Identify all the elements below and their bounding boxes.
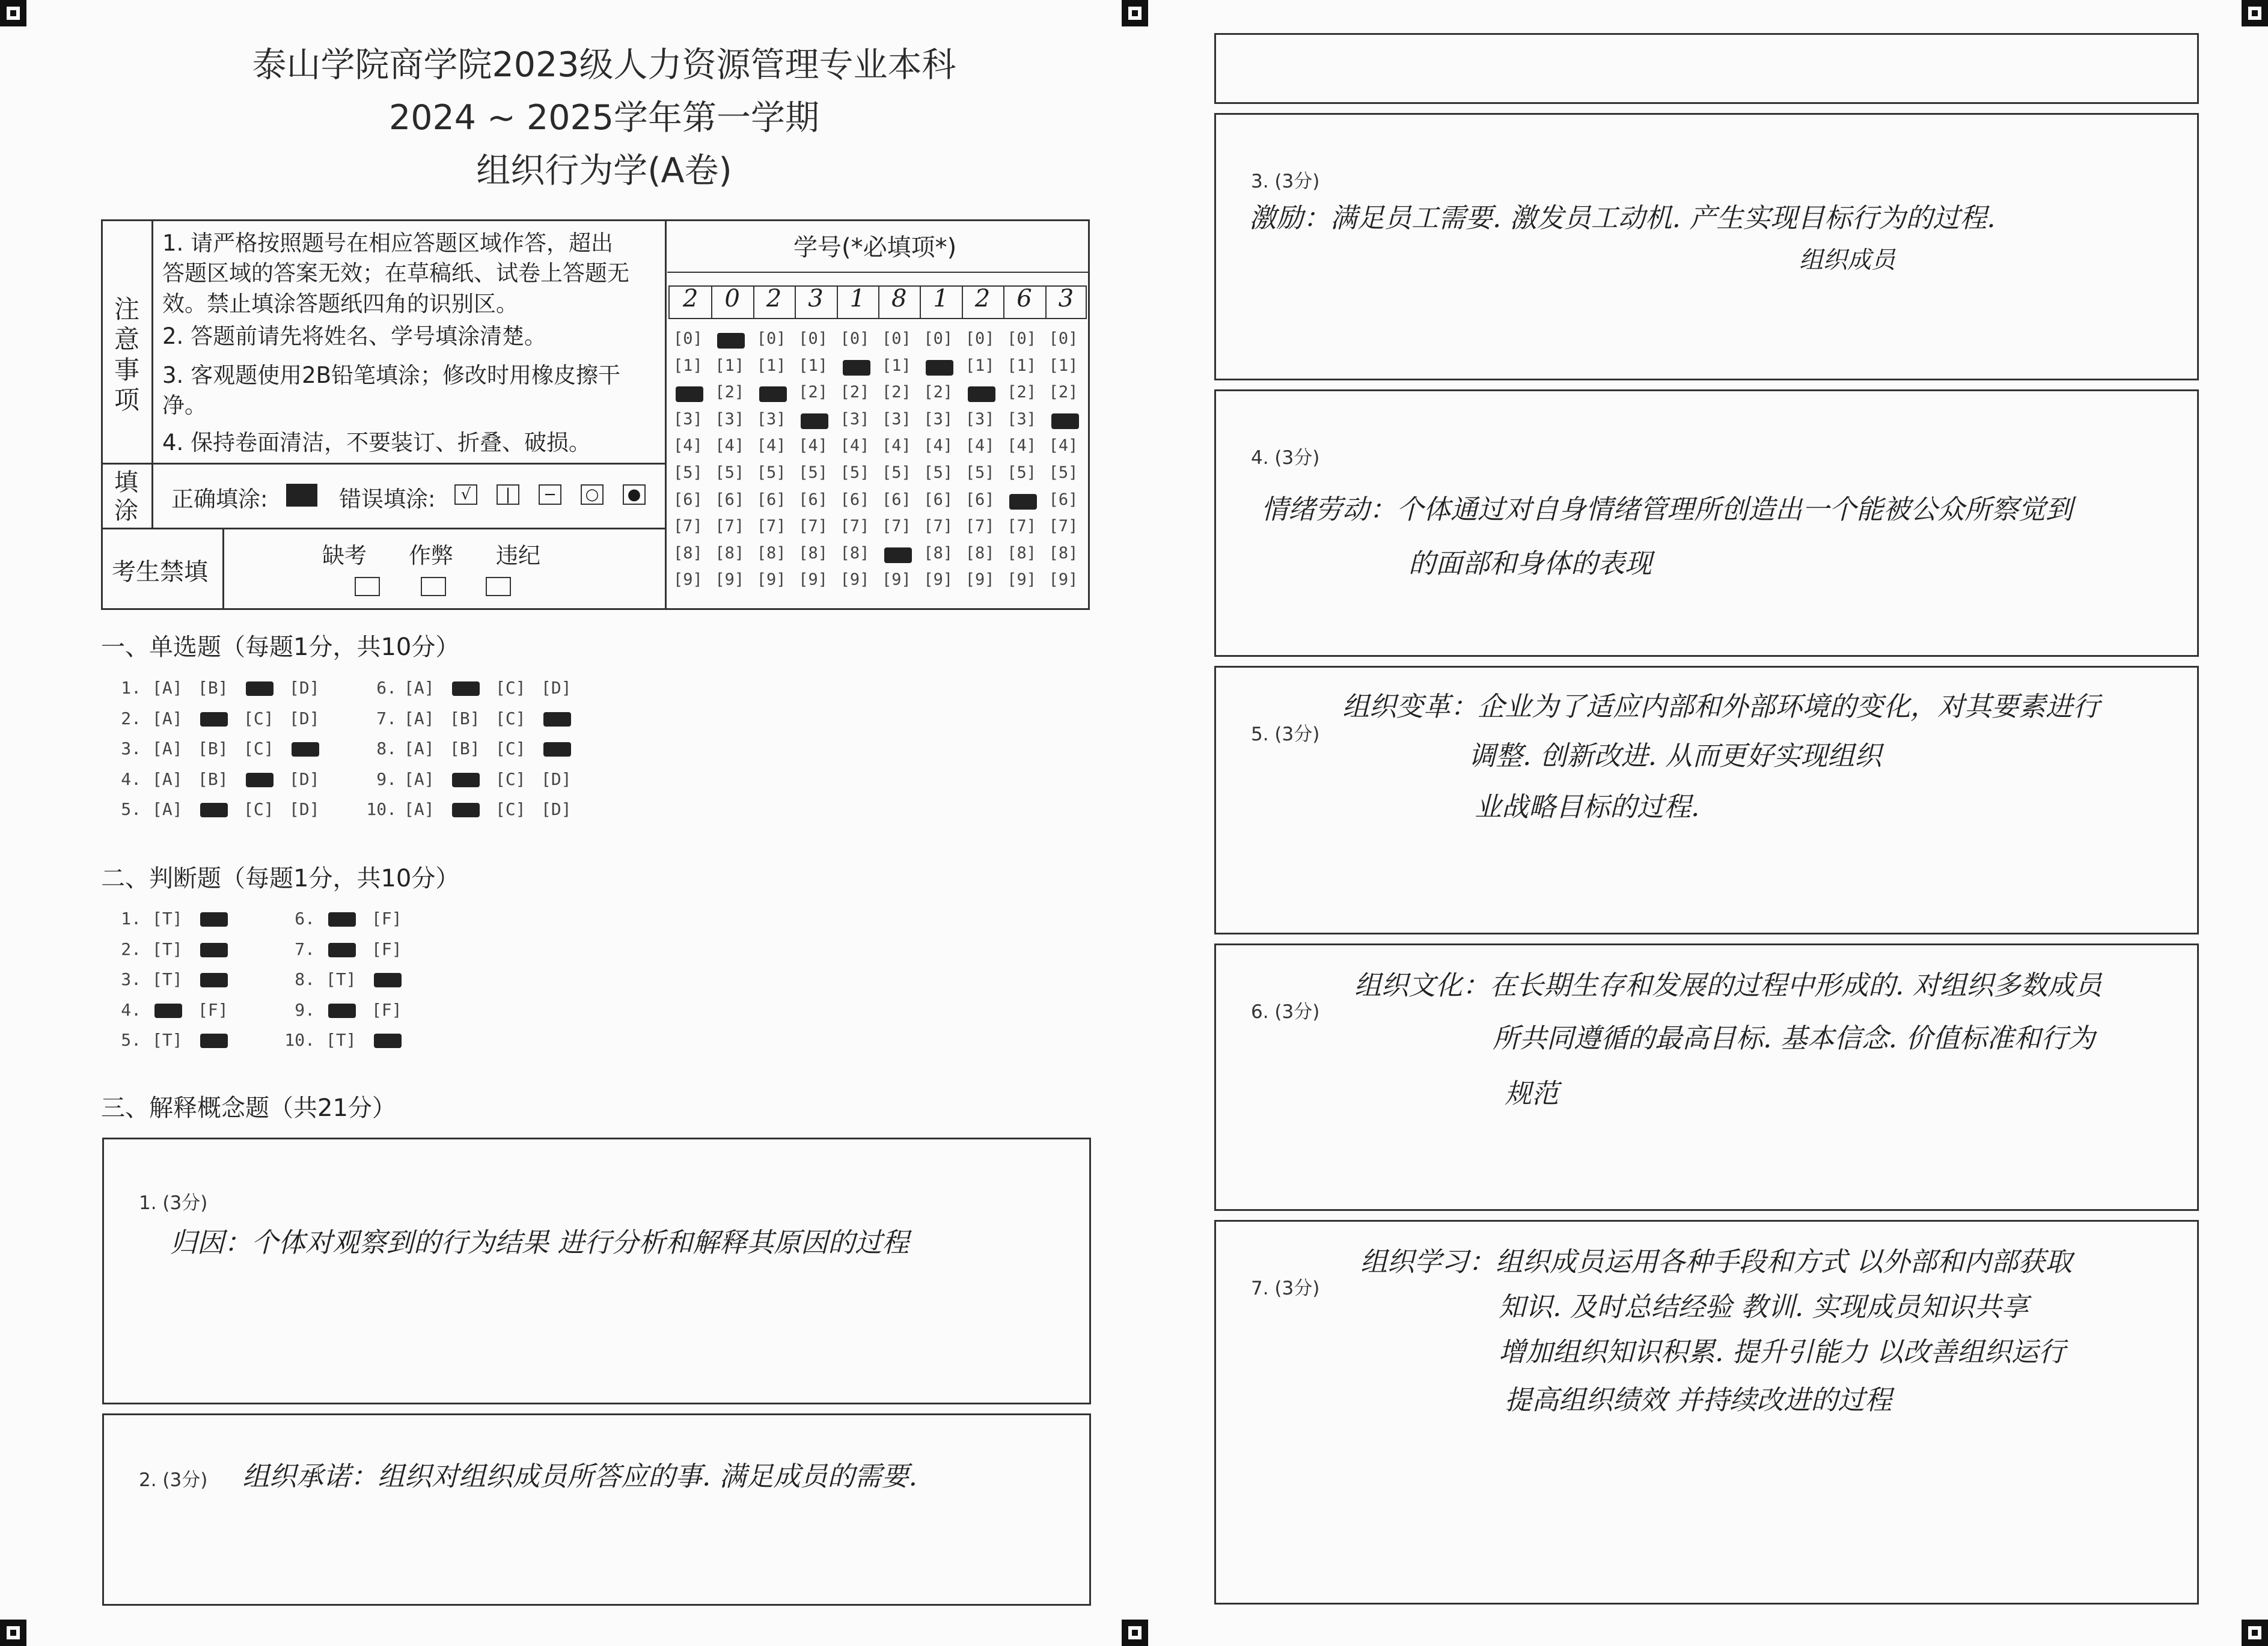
- answer-7-line-1: 组织学习：组织成员运用各种手段和方式 以外部和内部获取: [1360, 1246, 2073, 1278]
- true-false-number: 3.: [121, 969, 141, 989]
- student-id-bubble[interactable]: [1]: [1048, 356, 1078, 375]
- single-choice-option[interactable]: [A]: [152, 708, 183, 728]
- true-false-option[interactable]: [F]: [371, 909, 402, 928]
- student-id-bubble[interactable]: [1]: [756, 356, 786, 375]
- student-id-bubble[interactable]: [5]: [882, 463, 911, 482]
- single-choice-option[interactable]: [246, 773, 274, 787]
- single-choice-option[interactable]: [D]: [541, 769, 572, 789]
- student-id-bubble[interactable]: [6]: [673, 490, 703, 509]
- single-choice-option[interactable]: [D]: [289, 678, 320, 698]
- answer-box-7[interactable]: [1214, 1220, 2199, 1605]
- answer-4-line-1: 情绪劳动：个体通过对自身情绪管理所创造出一个能被公众所察觉到: [1261, 493, 2073, 525]
- student-id-bubble[interactable]: [1]: [798, 356, 828, 375]
- single-choice-option[interactable]: [A]: [152, 739, 183, 758]
- single-choice-number: 1.: [121, 678, 141, 698]
- notice-item-2: 2. 答题前请先将姓名、学号填涂清楚。: [162, 323, 547, 349]
- student-id-bubble[interactable]: [3]: [965, 409, 995, 428]
- notice-item-4: 4. 保持卷面清洁，不要装订、折叠、破损。: [162, 430, 591, 456]
- student-id-bubble[interactable]: [4]: [715, 436, 745, 456]
- answer-box-2[interactable]: [102, 1413, 1091, 1606]
- student-id-bubble[interactable]: [6]: [840, 490, 870, 509]
- student-id-bubble[interactable]: [0]: [1048, 329, 1078, 348]
- student-id-bubble[interactable]: [3]: [715, 409, 745, 428]
- true-false-option[interactable]: [200, 943, 228, 957]
- student-id-bubble[interactable]: [926, 360, 953, 376]
- wrong-mark-dash: −: [539, 484, 561, 505]
- student-id-bubble[interactable]: [6]: [965, 490, 995, 509]
- answer-7-line-3: 增加组织知识积累. 提升引能力 以改善组织运行: [1499, 1336, 2065, 1368]
- student-id-bubble[interactable]: [5]: [798, 463, 828, 482]
- student-id-handwritten-digit: 1: [933, 285, 949, 312]
- single-choice-number: 5.: [121, 799, 141, 819]
- notice-label: 注意事项: [114, 294, 140, 415]
- answer-1-score: 1. (3分): [139, 1192, 208, 1214]
- student-id-bubble[interactable]: [9]: [756, 570, 786, 590]
- corner-marker-bottom-left: [0, 1620, 26, 1646]
- answer-4-line-2: 的面部和身体的表现: [1408, 547, 1652, 579]
- student-id-bubble[interactable]: [8]: [756, 543, 786, 562]
- student-id-title: 学号(*必填项*): [793, 234, 957, 261]
- student-id-bubble[interactable]: [8]: [965, 543, 995, 562]
- true-false-option[interactable]: [T]: [152, 1030, 183, 1050]
- student-id-bubble[interactable]: [1]: [882, 356, 911, 375]
- single-choice-option[interactable]: [A]: [152, 769, 183, 789]
- true-false-option[interactable]: [328, 912, 356, 927]
- single-choice-option[interactable]: [C]: [243, 739, 274, 758]
- true-false-number: 7.: [295, 939, 315, 959]
- answer-2-line-1: 组织承诺：组织对组织成员所答应的事. 满足成员的需要.: [242, 1460, 917, 1492]
- student-id-bubble[interactable]: [9]: [673, 570, 703, 590]
- single-choice-option[interactable]: [B]: [198, 678, 228, 698]
- student-id-bubble[interactable]: [717, 333, 745, 349]
- exam-title-line1: 泰山学院商学院2023级人力资源管理专业本科: [252, 45, 956, 85]
- answer-6-line-3: 规范: [1505, 1078, 1559, 1109]
- single-choice-option[interactable]: [543, 712, 571, 727]
- student-id-bubble[interactable]: [801, 413, 828, 429]
- single-choice-option[interactable]: [C]: [495, 678, 526, 698]
- true-false-number: 4.: [121, 999, 141, 1020]
- true-false-option[interactable]: [T]: [152, 939, 183, 959]
- student-id-bubble[interactable]: [0]: [882, 329, 911, 348]
- student-id-bubble[interactable]: [3]: [673, 409, 703, 428]
- student-id-handwritten-digit: 2: [683, 285, 698, 312]
- answer-1-line-1: 归因：个体对观察到的行为结果 进行分析和解释其原因的过程: [170, 1227, 909, 1258]
- true-false-option[interactable]: [T]: [326, 969, 356, 989]
- student-id-bubble[interactable]: [3]: [1007, 409, 1036, 428]
- single-choice-option[interactable]: [D]: [289, 708, 320, 728]
- absent-checkbox[interactable]: [355, 577, 380, 596]
- answer-2-score: 2. (3分): [139, 1469, 208, 1491]
- student-id-bubble[interactable]: [9]: [965, 570, 995, 590]
- single-choice-option[interactable]: [A]: [152, 678, 183, 698]
- single-choice-number: 4.: [121, 769, 141, 789]
- student-id-bubble[interactable]: [8]: [715, 543, 745, 562]
- true-false-option[interactable]: [328, 943, 356, 957]
- corner-marker-bottom-right: [2242, 1620, 2268, 1646]
- true-false-option[interactable]: [F]: [198, 999, 228, 1020]
- student-id-bubble[interactable]: [0]: [798, 329, 828, 348]
- single-choice-option[interactable]: [543, 742, 571, 757]
- wrong-mark-bar: |: [497, 484, 519, 505]
- true-false-option[interactable]: [374, 1034, 402, 1048]
- student-id-bubble[interactable]: [2]: [923, 383, 953, 402]
- violation-label: 违纪: [496, 543, 540, 568]
- student-id-bubble[interactable]: [968, 386, 995, 402]
- student-id-bubble[interactable]: [5]: [756, 463, 786, 482]
- student-id-bubble[interactable]: [7]: [673, 517, 703, 536]
- answer-5-score: 5. (3分): [1251, 724, 1320, 745]
- true-false-option[interactable]: [374, 973, 402, 987]
- student-id-bubble[interactable]: [8]: [923, 543, 953, 562]
- student-id-bubble[interactable]: [4]: [798, 436, 828, 456]
- true-false-option[interactable]: [T]: [152, 909, 183, 928]
- student-id-bubble[interactable]: [5]: [1048, 463, 1078, 482]
- student-id-bubble[interactable]: [5]: [1007, 463, 1036, 482]
- single-choice-option[interactable]: [C]: [495, 739, 526, 758]
- answer-box-4[interactable]: [1214, 389, 2199, 657]
- student-id-bubble[interactable]: [1]: [965, 356, 995, 375]
- student-id-bubble[interactable]: [8]: [673, 543, 703, 562]
- fill-label: 填涂: [114, 469, 138, 525]
- wrong-mark-dot: ●: [623, 484, 646, 505]
- student-id-bubble[interactable]: [4]: [1048, 436, 1078, 456]
- notice-item-1: 1. 请严格按照题号在相应答题区域作答，超出答题区域的答案无效；在草稿纸、试卷上答题无效。禁止填涂答题纸四角的识别区。: [162, 230, 629, 317]
- student-id-bubble[interactable]: [7]: [840, 517, 870, 536]
- single-choice-option[interactable]: [200, 803, 228, 817]
- answer-3-line-2: 组织成员: [1799, 246, 1895, 274]
- single-choice-option[interactable]: [452, 773, 480, 787]
- single-choice-number: 10.: [366, 799, 397, 819]
- true-false-number: 1.: [121, 909, 141, 928]
- student-id-bubble[interactable]: [4]: [673, 436, 703, 456]
- corner-marker-top-center: [1122, 0, 1148, 26]
- true-false-option[interactable]: [200, 973, 228, 987]
- student-id-bubble[interactable]: [2]: [1048, 383, 1078, 402]
- student-id-bubble[interactable]: [6]: [882, 490, 911, 509]
- answer-5-line-2: 调整. 创新改进. 从而更好实现组织: [1469, 740, 1882, 772]
- exam-title-line2: 2024 ~ 2025学年第一学期: [388, 98, 820, 138]
- student-id-bubble[interactable]: [9]: [1048, 570, 1078, 590]
- student-id-bubble[interactable]: [7]: [756, 517, 786, 536]
- single-choice-option[interactable]: [B]: [450, 708, 480, 728]
- student-id-bubble[interactable]: [8]: [840, 543, 870, 562]
- answer-5-line-1: 组织变革：企业为了适应内部和外部环境的变化，对其要素进行: [1342, 690, 2100, 722]
- corner-marker-bottom-center: [1122, 1620, 1148, 1646]
- answer-7-score: 7. (3分): [1251, 1278, 1320, 1299]
- student-id-handwritten-digit: 6: [1016, 285, 1032, 312]
- single-choice-option[interactable]: [200, 712, 228, 727]
- true-false-number: 6.: [295, 909, 315, 928]
- answer-4-score: 4. (3分): [1251, 447, 1320, 469]
- answer-5-line-3: 业战略目标的过程.: [1475, 791, 1700, 823]
- student-id-bubble[interactable]: [3]: [923, 409, 953, 428]
- student-id-bubble[interactable]: [9]: [840, 570, 870, 590]
- single-choice-option[interactable]: [C]: [243, 799, 274, 819]
- student-id-bubble[interactable]: [759, 386, 787, 402]
- single-choice-option[interactable]: [D]: [289, 769, 320, 789]
- true-false-option[interactable]: [154, 1004, 182, 1018]
- single-choice-option[interactable]: [C]: [495, 708, 526, 728]
- single-choice-option[interactable]: [A]: [404, 678, 435, 698]
- student-id-bubble[interactable]: [843, 360, 870, 376]
- student-id-handwritten-digit: 1: [849, 285, 866, 312]
- true-false-option[interactable]: [T]: [326, 1030, 356, 1050]
- student-id-bubble[interactable]: [5]: [715, 463, 745, 482]
- answer-7-line-4: 提高组织绩效 并持续改进的过程: [1505, 1384, 1892, 1416]
- student-id-bubble[interactable]: [0]: [840, 329, 870, 348]
- true-false-number: 8.: [295, 969, 315, 989]
- single-choice-option[interactable]: [C]: [495, 799, 526, 819]
- student-id-bubble[interactable]: [7]: [923, 517, 953, 536]
- student-id-bubble[interactable]: [4]: [923, 436, 953, 456]
- student-id-bubble[interactable]: [0]: [673, 329, 703, 348]
- section1-title: 一、单选题（每题1分，共10分）: [101, 633, 460, 661]
- single-choice-option[interactable]: [B]: [198, 769, 228, 789]
- student-id-bubble[interactable]: [6]: [756, 490, 786, 509]
- student-id-bubble[interactable]: [9]: [923, 570, 953, 590]
- true-false-option[interactable]: [328, 1004, 356, 1018]
- true-false-number: 10.: [284, 1030, 315, 1050]
- single-choice-option[interactable]: [A]: [404, 739, 435, 758]
- student-id-handwritten-digit: 3: [1058, 285, 1074, 312]
- student-id-bubble[interactable]: [7]: [715, 517, 745, 536]
- absent-label: 缺考: [322, 543, 367, 568]
- single-choice-option[interactable]: [D]: [541, 799, 572, 819]
- student-id-bubble[interactable]: [4]: [756, 436, 786, 456]
- wrong-mark-circle: ○: [581, 484, 604, 505]
- answer-box-6[interactable]: [1214, 943, 2199, 1211]
- student-id-bubble[interactable]: [7]: [798, 517, 828, 536]
- cheat-label: 作弊: [409, 543, 453, 568]
- student-id-bubble[interactable]: [9]: [1007, 570, 1036, 590]
- cheat-checkbox[interactable]: [421, 577, 446, 596]
- student-id-bubble[interactable]: [4]: [840, 436, 870, 456]
- section2-title: 二、判断题（每题1分，共10分）: [101, 865, 460, 892]
- answer-6-score: 6. (3分): [1251, 1001, 1320, 1023]
- student-id-handwritten-digit: 0: [724, 285, 740, 312]
- single-choice-number: 7.: [376, 708, 397, 728]
- student-id-bubble[interactable]: [7]: [965, 517, 995, 536]
- answer-box-5[interactable]: [1214, 666, 2199, 934]
- exam-title-line3: 组织行为学(A卷): [476, 151, 732, 191]
- violation-checkbox[interactable]: [486, 577, 511, 596]
- true-false-option[interactable]: [200, 1034, 228, 1048]
- single-choice-number: 3.: [121, 739, 141, 758]
- student-id-bubble[interactable]: [4]: [965, 436, 995, 456]
- student-id-bubble[interactable]: [2]: [882, 383, 911, 402]
- student-id-bubble[interactable]: [676, 386, 703, 402]
- student-id-bubble[interactable]: [8]: [1048, 543, 1078, 562]
- student-id-bubble[interactable]: [4]: [882, 436, 911, 456]
- student-id-bubble[interactable]: [1]: [715, 356, 745, 375]
- single-choice-option[interactable]: [452, 803, 480, 817]
- student-id-bubble[interactable]: [9]: [715, 570, 745, 590]
- student-id-bubble[interactable]: [8]: [798, 543, 828, 562]
- true-false-number: 9.: [295, 999, 315, 1020]
- student-id-bubble[interactable]: [2]: [715, 383, 745, 402]
- student-id-bubble[interactable]: [1]: [1007, 356, 1036, 375]
- student-id-bubble[interactable]: [6]: [715, 490, 745, 509]
- answer-box-3[interactable]: [1214, 113, 2199, 380]
- student-id-bubble[interactable]: [8]: [1007, 543, 1036, 562]
- student-id-bubble[interactable]: [4]: [1007, 436, 1036, 456]
- corner-marker-top-left: [0, 0, 26, 26]
- student-id-bubble[interactable]: [0]: [756, 329, 786, 348]
- answer-3-line-1: 激励：满足员工需要. 激发员工动机. 产生实现目标行为的过程.: [1249, 202, 1996, 234]
- student-id-bubble[interactable]: [7]: [882, 517, 911, 536]
- true-false-number: 5.: [121, 1030, 141, 1050]
- single-choice-option[interactable]: [A]: [404, 799, 435, 819]
- single-choice-option[interactable]: [B]: [450, 739, 480, 758]
- single-choice-number: 2.: [121, 708, 141, 728]
- true-false-number: 2.: [121, 939, 141, 959]
- student-id-handwritten-digit: 2: [974, 285, 991, 312]
- student-id-bubble[interactable]: [2]: [1007, 383, 1036, 402]
- single-choice-option[interactable]: [A]: [404, 708, 435, 728]
- student-id-bubble[interactable]: [0]: [1007, 329, 1036, 348]
- student-id-bubble[interactable]: [5]: [965, 463, 995, 482]
- student-id-bubble[interactable]: [7]: [1048, 517, 1078, 536]
- student-id-bubble[interactable]: [6]: [798, 490, 828, 509]
- single-choice-option[interactable]: [A]: [404, 769, 435, 789]
- true-false-option[interactable]: [F]: [371, 939, 402, 959]
- single-choice-option[interactable]: [246, 681, 274, 696]
- true-false-option[interactable]: [200, 912, 228, 927]
- answer-3-score: 3. (3分): [1251, 171, 1320, 192]
- single-choice-number: 8.: [376, 739, 397, 758]
- correct-fill-sample: [286, 484, 317, 507]
- student-id-bubble[interactable]: [1]: [673, 356, 703, 375]
- student-id-bubble[interactable]: [9]: [798, 570, 828, 590]
- single-choice-option[interactable]: [452, 681, 480, 696]
- student-id-bubble[interactable]: [3]: [840, 409, 870, 428]
- single-choice-option[interactable]: [292, 742, 319, 757]
- single-choice-option[interactable]: [B]: [198, 739, 228, 758]
- true-false-option[interactable]: [F]: [371, 999, 402, 1020]
- single-choice-number: 6.: [376, 678, 397, 698]
- student-id-bubble[interactable]: [0]: [923, 329, 953, 348]
- single-choice-option[interactable]: [C]: [243, 708, 274, 728]
- section3-title: 三、解释概念题（共21分）: [101, 1094, 396, 1122]
- student-id-handwritten-digit: 2: [766, 285, 782, 312]
- single-choice-option[interactable]: [A]: [152, 799, 183, 819]
- correct-fill-label: 正确填涂:: [171, 486, 268, 512]
- answer-7-line-2: 知识. 及时总结经验 教训. 实现成员知识共享: [1499, 1291, 2029, 1323]
- student-id-bubble[interactable]: [2]: [798, 383, 828, 402]
- answer-box-continued[interactable]: [1214, 33, 2199, 104]
- student-id-bubble[interactable]: [3]: [756, 409, 786, 428]
- wrong-mark-check: √: [454, 484, 477, 505]
- student-id-handwritten-digit: 3: [808, 285, 824, 312]
- student-id-bubble[interactable]: [884, 547, 912, 563]
- student-id-bubble[interactable]: [1009, 494, 1037, 510]
- notice-item-3: 3. 客观题使用2B铅笔填涂；修改时用橡皮擦干净。: [162, 362, 620, 419]
- single-choice-number: 9.: [376, 769, 397, 789]
- true-false-option[interactable]: [T]: [152, 969, 183, 989]
- wrong-fill-label: 错误填涂:: [339, 486, 436, 512]
- student-id-bubble[interactable]: [6]: [923, 490, 953, 509]
- student-id-bubble[interactable]: [5]: [673, 463, 703, 482]
- single-choice-option[interactable]: [D]: [289, 799, 320, 819]
- answer-6-line-2: 所共同遵循的最高目标. 基本信念. 价值标准和行为: [1493, 1022, 2095, 1054]
- answer-box-1[interactable]: [102, 1138, 1091, 1404]
- corner-marker-top-right: [2242, 0, 2268, 26]
- student-id-bubble[interactable]: [3]: [882, 409, 911, 428]
- student-id-bubble[interactable]: [9]: [882, 570, 911, 590]
- student-id-bubble[interactable]: [5]: [923, 463, 953, 482]
- student-id-bubble[interactable]: [0]: [965, 329, 995, 348]
- exam-restricted-label: 考生禁填: [112, 558, 208, 586]
- student-id-bubble[interactable]: [2]: [840, 383, 870, 402]
- student-id-bubble[interactable]: [1051, 413, 1079, 429]
- answer-6-line-1: 组织文化：在长期生存和发展的过程中形成的. 对组织多数成员: [1354, 969, 2102, 1001]
- student-id-bubble[interactable]: [5]: [840, 463, 870, 482]
- single-choice-option[interactable]: [D]: [541, 678, 572, 698]
- student-id-bubble[interactable]: [7]: [1007, 517, 1036, 536]
- student-id-bubble[interactable]: [6]: [1048, 490, 1078, 509]
- student-id-handwritten-digit: 8: [891, 285, 907, 312]
- single-choice-option[interactable]: [C]: [495, 769, 526, 789]
